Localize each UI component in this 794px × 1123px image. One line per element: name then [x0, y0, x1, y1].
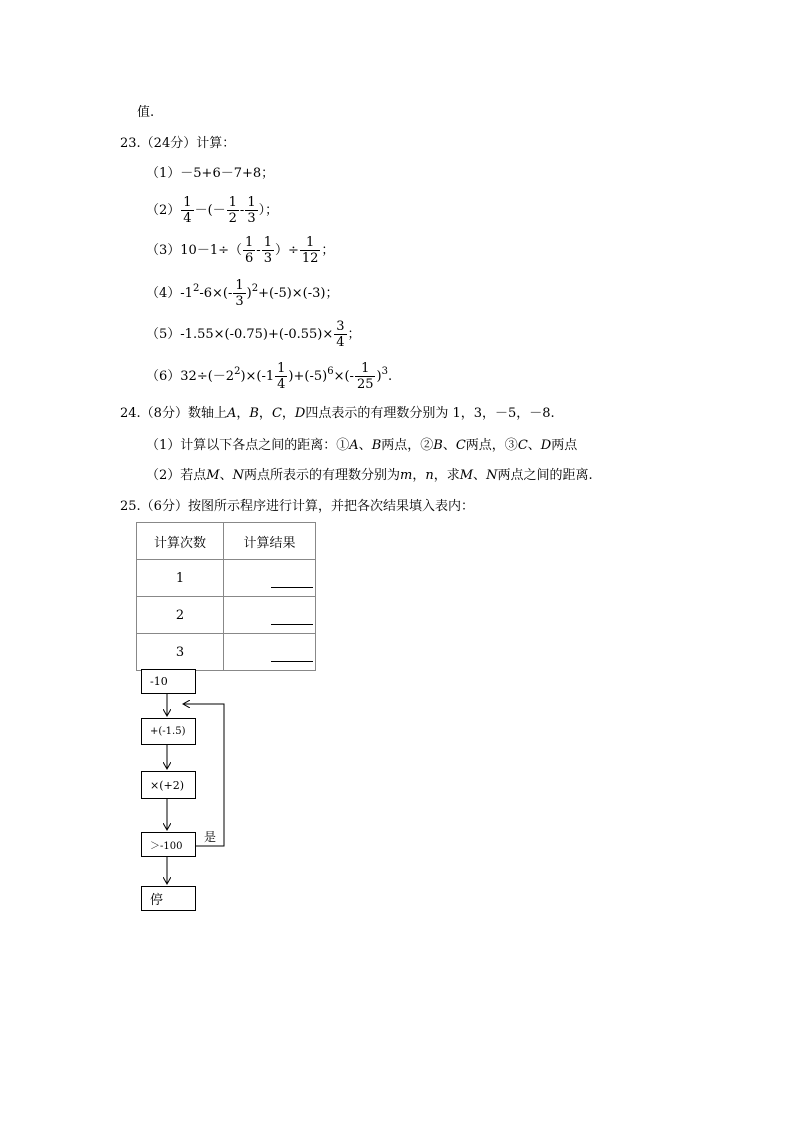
fraction: $\frac{1}{12}$ [301, 235, 319, 266]
q23-item-6: $(6)32\div(-2^2)\times(-1$ $\frac{1}{4}$ )$+(-5)^6\times(-$ $\frac{1}{25}$ )$^3$. [146, 361, 393, 392]
table-header: 计算结果 [224, 523, 316, 560]
fraction: $\frac{1}{3}$ [263, 235, 272, 266]
table-cell: 1 [137, 560, 224, 597]
q23-item-2: （2） $\frac{1}{4}$ －(－ $\frac{1}{2}$ - $\frac{1}{3}$ ）； [146, 195, 279, 226]
flow-start-box: -10 [141, 669, 196, 694]
q23-item-3: （3）10－1÷（ $\frac{1}{6}$ - $\frac{1}{3}$ ）÷ $\frac{1}{12}$ ； [146, 235, 335, 266]
flow-multiply-box: ×(+2) [141, 771, 196, 799]
q24-part-2: （2）若点M、N两点所表示的有理数分别为m，n，求M、N两点之间的距离. [146, 468, 593, 483]
fraction: $\frac{1}{4}$ [277, 361, 286, 392]
item-label: （5） [146, 327, 181, 342]
table-cell: 3 [137, 634, 224, 671]
table-header: 计算次数 [137, 523, 224, 560]
item-label: （2） [146, 203, 181, 218]
flow-condition-box: ＞-100 [141, 832, 196, 857]
fraction: $\frac{1}{4}$ [183, 195, 192, 226]
fraction: $\frac{3}{4}$ [336, 319, 345, 350]
fraction: $\frac{1}{6}$ [245, 235, 254, 266]
q23-item-5: （5）-1.55×(-0.75)+(-0.55)× $\frac{3}{4}$ ； [146, 319, 361, 350]
item-label: （4） [146, 286, 181, 301]
fraction: $\frac{1}{3}$ [235, 278, 244, 309]
q24-title: 24.（8分）数轴上A，B，C，D四点表示的有理数分别为 1，3，－5，－8. [120, 406, 555, 421]
q23-item-4: $(4)-1^2-6\times(-$ $\frac{1}{3}$ )$^2$+(-5)×(-3)； [146, 278, 339, 309]
flow-add-box: +(-1.5) [141, 718, 196, 745]
q24-part-1: （1）计算以下各点之间的距离：①A、B两点，②B、C两点，③C、D两点 [146, 438, 578, 453]
previous-question-remnant: 值. [137, 105, 155, 120]
flow-stop-box: 停 [141, 886, 196, 911]
fraction: $\frac{1}{3}$ [247, 195, 256, 226]
fraction: $\frac{1}{2}$ [228, 195, 237, 226]
q25-title: 25.（6分）按图所示程序进行计算，并把各次结果填入表内： [120, 499, 474, 514]
table-cell: 2 [137, 597, 224, 634]
fraction: $\frac{1}{25}$ [356, 361, 374, 392]
item-label: （1） [146, 166, 181, 181]
flow-yes-label: 是 [204, 830, 217, 844]
expression: －5+6－7+8； [180, 166, 275, 181]
item-label: （3） [146, 243, 181, 258]
item-label: （6） [146, 369, 181, 384]
q23-title: 23.（24分）计算： [120, 136, 236, 151]
